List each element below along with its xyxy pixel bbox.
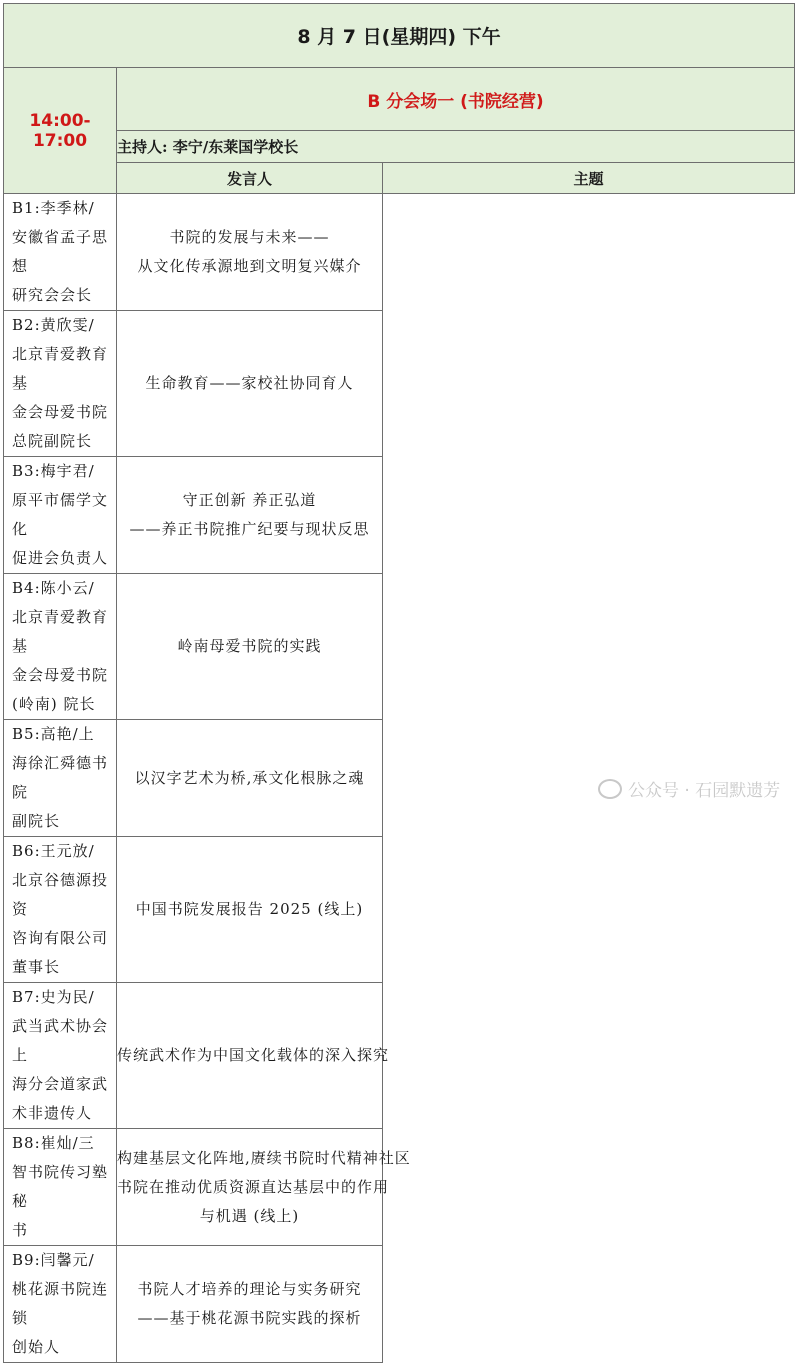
host-label: 主持人: 李宁/东莱国学校长 (117, 131, 795, 163)
topic-line: 书院在推动优质资源直达基层中的作用 (117, 1177, 390, 1196)
speaker-cell (4, 837, 117, 983)
speaker-cell (4, 720, 117, 837)
day-header-row (4, 4, 795, 68)
topic-cell (117, 720, 383, 837)
speaker-cell (4, 1129, 117, 1246)
topic-line: 岭南母爱书院的实践 (177, 637, 322, 655)
table-row (4, 457, 795, 574)
speaker-line: B5:高艳/上海徐汇舜德书院 (12, 725, 109, 801)
host-row (4, 131, 795, 163)
session-row (4, 68, 795, 131)
speaker-line: B1:李季林/安徽省孟子思想 (12, 199, 109, 275)
speaker-line: 研究会会长 (12, 286, 93, 304)
speaker-line: 副院长 (12, 812, 61, 830)
topic-cell (117, 311, 383, 457)
speaker-column-header: 发言人 (117, 163, 383, 194)
topic-cell (117, 457, 383, 574)
speaker-line: B7:史为民/武当武术协会上 (12, 988, 109, 1064)
speaker-line: 金会母爱书院 (岭南) 院长 (12, 666, 109, 713)
speaker-line: B9:闫馨元/桃花源书院连锁 (12, 1251, 109, 1327)
speaker-cell (4, 457, 117, 574)
speaker-cell (4, 1246, 117, 1363)
table-row (4, 1246, 795, 1363)
speaker-cell (4, 194, 117, 311)
speaker-line: 创始人 (12, 1338, 61, 1356)
topic-line: 生命教育——家校社协同育人 (145, 374, 354, 392)
speaker-line: 促进会负责人 (12, 549, 109, 567)
topic-line: 构建基层文化阵地,赓续书院时代精神社区 (117, 1148, 411, 1167)
topic-line: ——养正书院推广纪要与现状反思 (129, 520, 370, 538)
speaker-line: B2:黄欣雯/北京青爱教育基 (12, 316, 109, 392)
topic-line: 从文化传承源地到文明复兴媒介 (137, 257, 362, 275)
topic-line: 与机遇 (线上) (199, 1206, 300, 1225)
topic-cell (117, 1246, 383, 1363)
topic-cell (117, 574, 383, 720)
column-header-row (4, 163, 795, 194)
speaker-cell (4, 311, 117, 457)
wechat-icon (598, 779, 622, 799)
table-row (4, 574, 795, 720)
topic-cell (117, 837, 383, 983)
topic-line: 书院人才培养的理论与实务研究 (137, 1280, 362, 1298)
speaker-cell (4, 983, 117, 1129)
table-row (4, 311, 795, 457)
topic-line: 以汉字艺术为桥,承文化根脉之魂 (134, 768, 365, 787)
speaker-line: 金会母爱书院总院副院长 (12, 403, 109, 450)
schedule-table (3, 3, 795, 1363)
table-row (4, 837, 795, 983)
table-row (4, 983, 795, 1129)
speaker-line: B8:崔灿/三智书院传习塾秘 (12, 1134, 109, 1210)
day-title: 8 月 7 日(星期四) 下午 (4, 4, 795, 68)
speaker-line: B3:梅宇君/原平市儒学文化 (12, 462, 109, 538)
watermark (598, 776, 780, 801)
topic-line: 书院的发展与未来—— (169, 228, 330, 246)
topic-line: 守正创新 养正弘道 (182, 491, 317, 509)
time-slot: 14:00-17:00 (4, 68, 117, 194)
speaker-cell (4, 574, 117, 720)
table-row (4, 1129, 795, 1246)
topic-line: ——基于桃花源书院实践的探析 (137, 1309, 362, 1327)
speaker-line: B4:陈小云/北京青爱教育基 (12, 579, 109, 655)
topic-line: 中国书院发展报告 2025 (线上) (135, 900, 364, 918)
topic-line: 传统武术作为中国文化载体的深入探究 (117, 1046, 390, 1064)
watermark-text: 公众号 · 石园默遗芳 (628, 781, 781, 801)
speaker-line: 咨询有限公司董事长 (12, 929, 109, 976)
speaker-line: 海分会道家武术非遗传人 (12, 1075, 109, 1122)
topic-column-header: 主题 (383, 163, 795, 194)
topic-cell (117, 1129, 411, 1246)
speaker-line: 书 (12, 1221, 29, 1239)
topic-cell (117, 983, 390, 1129)
table-row (4, 194, 795, 311)
topic-cell (117, 194, 383, 311)
session-title: B 分会场一 (书院经营) (117, 68, 795, 131)
speaker-line: B6:王元放/北京谷德源投资 (12, 842, 109, 918)
